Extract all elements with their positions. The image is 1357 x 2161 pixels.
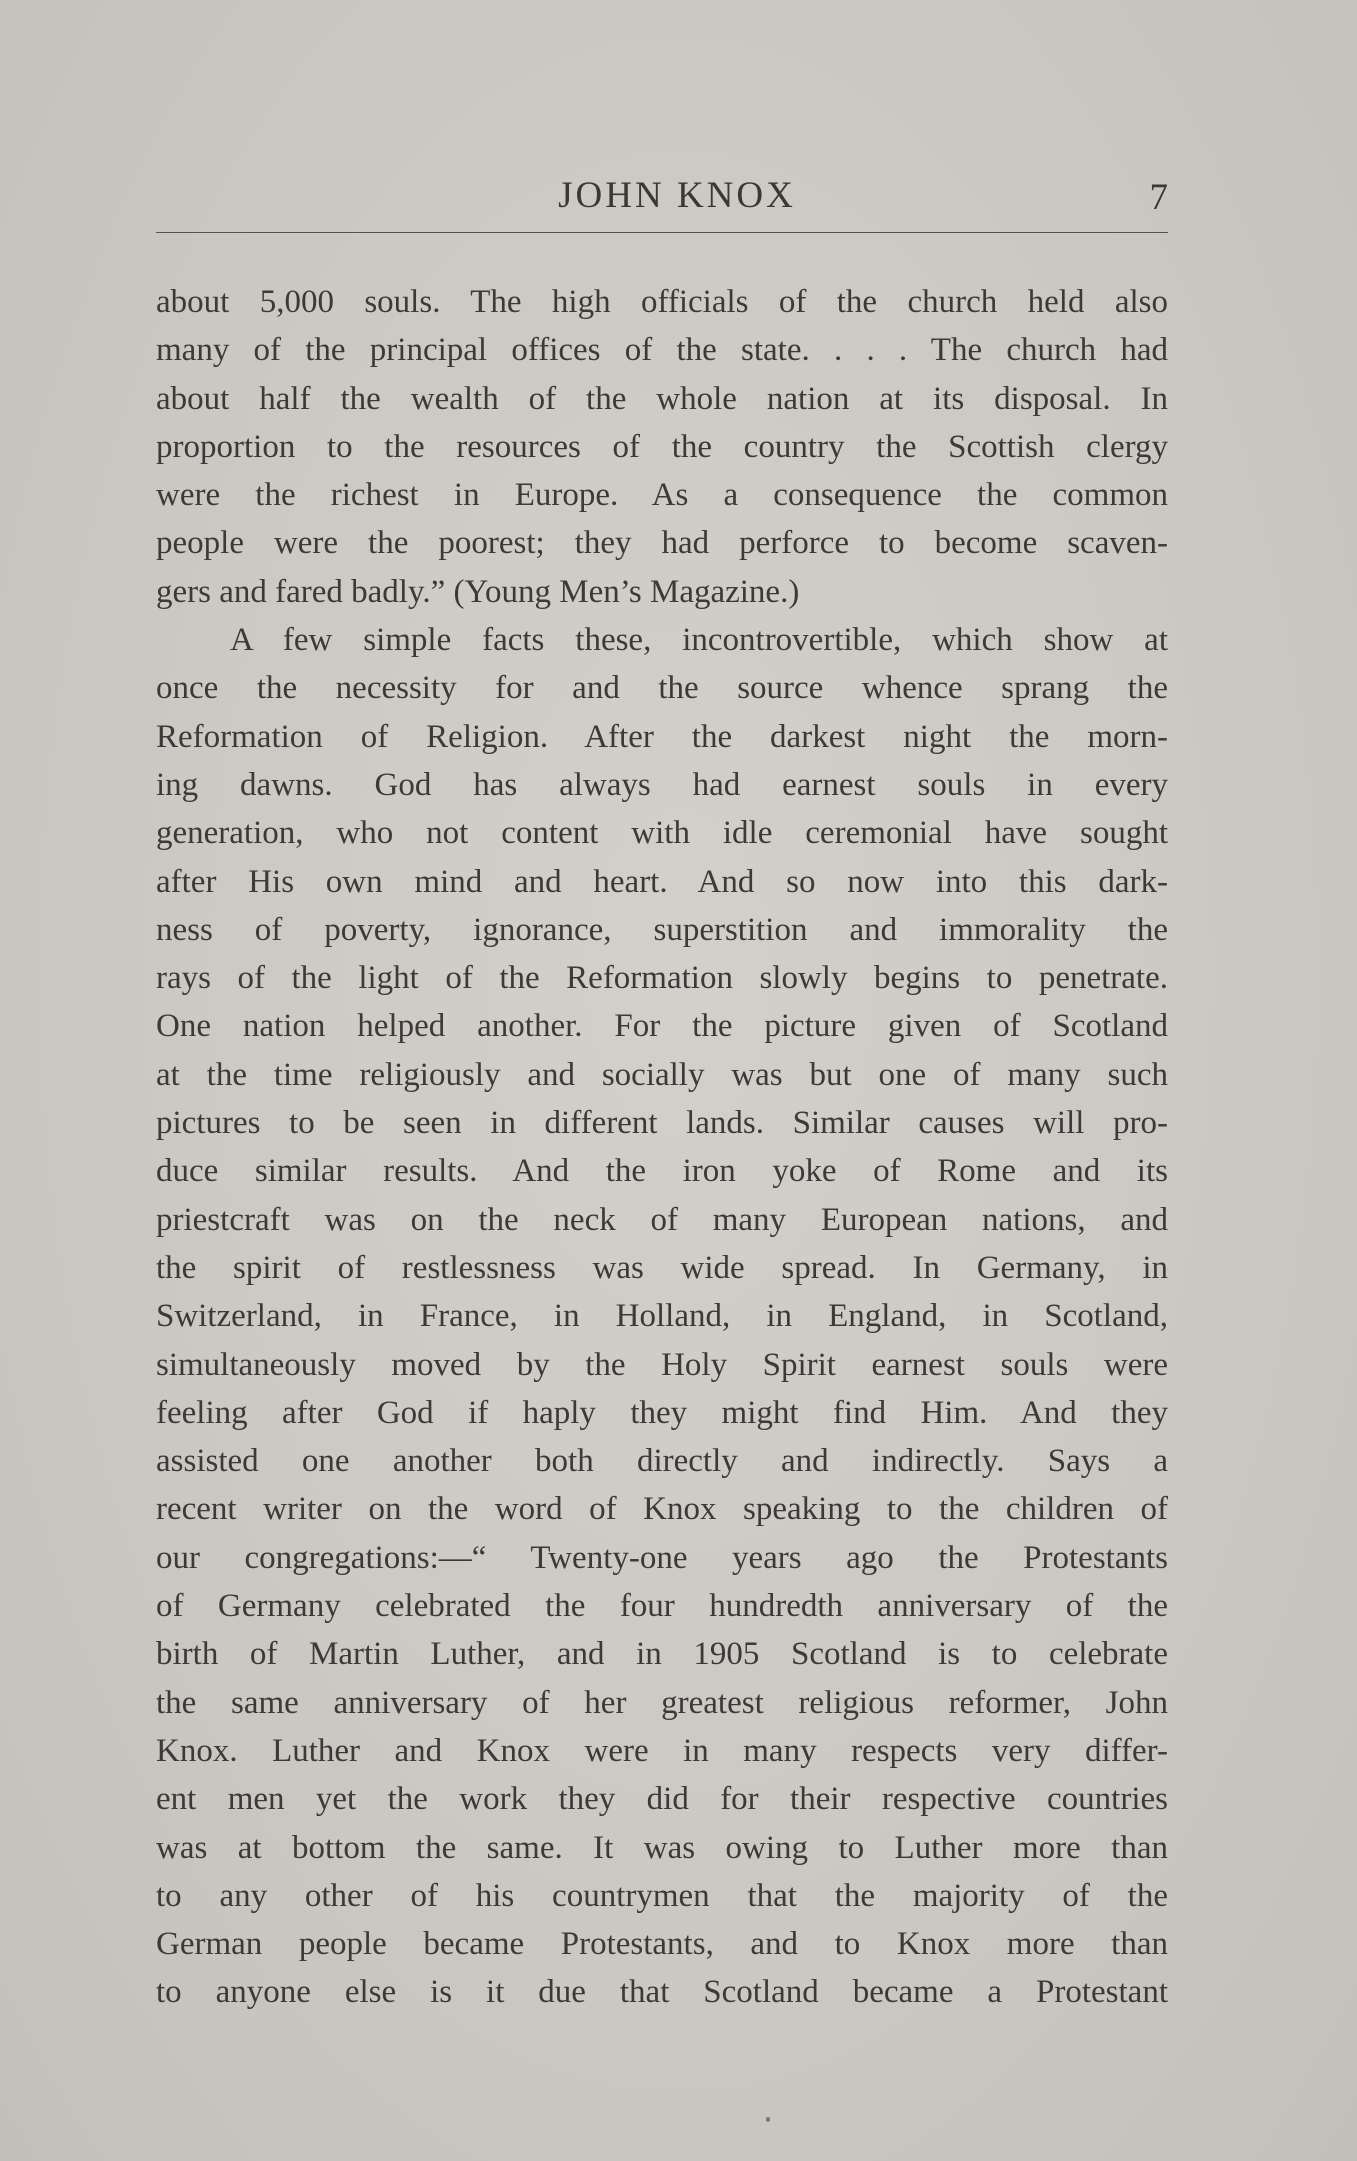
text-line: proportion to the resources of the country the Scottish clergy — [156, 428, 1168, 465]
text-line: assisted one another both directly and indirectly. Says a — [156, 1443, 1168, 1480]
text-line: ent men yet the work they did for their respective countries — [156, 1781, 1168, 1818]
text-line: the same anniversary of her greatest religious reformer, John — [156, 1684, 1168, 1721]
running-title: JOHN KNOX — [558, 175, 796, 216]
text-line: to any other of his countrymen that the majority of the — [156, 1877, 1168, 1914]
text-line: priestcraft was on the neck of many European nations, and — [156, 1201, 1168, 1238]
text-line: simultaneously moved by the Holy Spirit earnest souls were — [156, 1346, 1168, 1383]
text-line: pictures to be seen in different lands. Similar causes will pro- — [156, 1105, 1168, 1142]
text-line: gers and fared badly.” (Young Men’s Magazine.) — [156, 573, 800, 610]
text-line: birth of Martin Luther, and in 1905 Scotland is to celebrate — [156, 1636, 1168, 1673]
text-line: was at bottom the same. It was owing to Luther more than — [156, 1829, 1168, 1866]
text-line: our congregations:—“ Twenty-one years ago the Protestants — [156, 1539, 1168, 1576]
text-line: ness of poverty, ignorance, superstition and immorality the — [156, 911, 1168, 948]
text-line: about 5,000 souls. The high officials of the church held also — [156, 284, 1168, 320]
text-line: German people became Protestants, and to Knox more than — [156, 1926, 1168, 1963]
text-line: once the necessity for and the source whence sprang the — [156, 670, 1168, 707]
text-line: rays of the light of the Reformation slowly begins to penetrate. — [156, 960, 1168, 997]
page-number: 7 — [1149, 177, 1168, 218]
text-line: feeling after God if haply they might find Him. And they — [156, 1394, 1168, 1431]
text-line: Knox. Luther and Knox were in many respects very differ- — [156, 1732, 1168, 1769]
header-rule — [156, 232, 1168, 233]
text-line: generation, who not content with idle ceremonial have sought — [156, 815, 1168, 852]
text-line: Reformation of Religion. After the darkest night the morn- — [156, 718, 1168, 755]
paper-speck — [766, 2117, 770, 2122]
text-line: of Germany celebrated the four hundredth anniversary of the — [156, 1588, 1168, 1625]
text-line: the spirit of restlessness was wide spread. In Germany, in — [156, 1249, 1168, 1286]
text-line: many of the principal offices of the state. . . . The church had — [156, 332, 1168, 369]
running-head — [156, 172, 1168, 234]
text-line: A few simple facts these, incontrovertible, which show at — [230, 622, 1168, 659]
text-line: about half the wealth of the whole nation at its disposal. In — [156, 380, 1168, 417]
text-line: after His own mind and heart. And so now into this dark- — [156, 863, 1168, 900]
text-line: people were the poorest; they had perforce to become scaven- — [156, 525, 1168, 562]
text-line: at the time religiously and socially was but one of many such — [156, 1056, 1168, 1093]
text-line: One nation helped another. For the picture given of Scotland — [156, 1008, 1168, 1045]
text-line: to anyone else is it due that Scotland became a Protestant — [156, 1974, 1168, 2011]
body-text — [156, 278, 1168, 2017]
text-line: ing dawns. God has always had earnest souls in every — [156, 766, 1168, 803]
text-line: duce similar results. And the iron yoke of Rome and its — [156, 1153, 1168, 1190]
text-line: recent writer on the word of Knox speaking to the children of — [156, 1491, 1168, 1528]
text-line: were the richest in Europe. As a consequence the common — [156, 477, 1168, 514]
text-line: Switzerland, in France, in Holland, in England, in Scotland, — [156, 1298, 1168, 1335]
